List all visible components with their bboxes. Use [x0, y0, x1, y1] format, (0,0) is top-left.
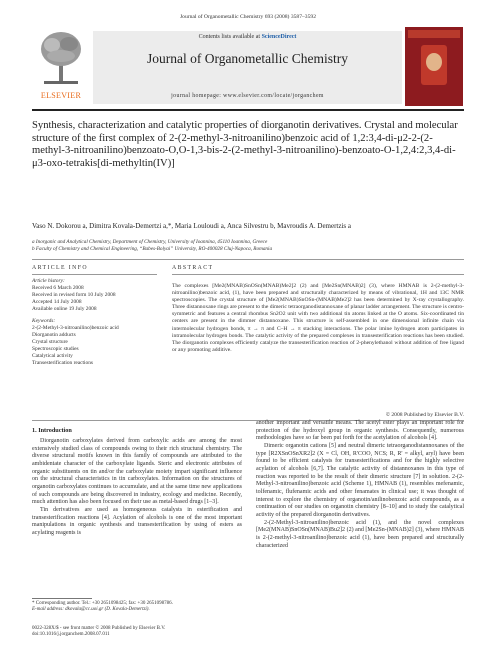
author-list: Vaso N. Dokorou a, Dimitra Kovala-Demertzi a,*, Maria Louloudi a, Anca Silvestru b, Mavroudis A. Demertzis a: [32, 222, 352, 230]
body-paragraph: Dimeric organotin cations [5] and neutral dimeric tetraorganodistannoxanes of the type [R2XSnOSnXR2]2 (X = Cl, OH, R'COO, NCS; R, R' = alkyl, aryl) have been found to be efficient catalysts for transesterifications and for the highly selective acylation of alcohols [6,7]. The catalytic activity of distannoxanes in this type of reaction was reported to be the result of their dimeric structure [7] in solution. 2-(2-Methyl-3-nitroanilino)benzoic acid (Scheme 1), HMNAB (1), resembles mefenamic, tolfenamic, flufenamic acids and other fenamates in clinical use; it was thought of interest to explore the chemistry of organotin/anilinobenzoic acid compounds, as a continuation of our studies on organotin chemistry [8–10] and to study the catalytical activity of the prepared diorganotin derivatives.: [256, 442, 464, 518]
footnote-block: [32, 601, 242, 613]
sciencedirect-link[interactable]: ScienceDirect: [261, 34, 297, 40]
body-paragraph: 2-(2-Methyl-3-nitroanilino)benzoic acid (1), and the novel complexes [Me2(MNAB)SnOSn(MNAB)Bu2]2 (2) and [Me2Sn-(MNAB)2] (3), where HMNAB is 2-(2-methyl-3-nitroanilino)benzoic acid (1), have been prepared and structurally characterized: [256, 519, 464, 549]
journal-name: Journal of Organometallic Chemistry: [146, 51, 349, 66]
history-accepted: Accepted 14 July 2008: [32, 299, 82, 305]
affiliation-divider: [32, 259, 464, 260]
journal-homepage-line: [93, 93, 402, 99]
body-paragraph: another important and versatile means. The acetyl ester plays an important role for protection of the hydroxyl group in organic synthesis. Consequently, numerous methodologies have so far been put forth for the acetylation of alcohols [4].: [256, 420, 464, 442]
cover-artwork-detail: [426, 53, 442, 71]
homepage-prefix: journal homepage:: [171, 93, 222, 99]
abstract-label: ABSTRACT: [172, 265, 214, 271]
keyword-item: Crystal structure: [32, 339, 68, 345]
introduction-heading: 1. Introduction: [32, 427, 72, 434]
footnote-rule: [32, 598, 92, 599]
body-left-column: [32, 438, 242, 538]
keyword-item: Catalytical activity: [32, 353, 73, 359]
article-info-column: [32, 275, 157, 367]
keywords-label: Keywords:: [32, 318, 56, 324]
publication-identifiers: [32, 626, 242, 638]
history-revised: Received in revised form 10 July 2008: [32, 292, 116, 298]
body-paragraph: Diorganotin carboxylates derived from carboxylic acids are among the most extensively studied class of compounds owing to their rich structural chemistry. The diverse structural motifs known in this family of compounds are attributed to the ambidentate character of the carboxylate ligands. Steric and electronic attributes of organic substituents on tin and/or the carboxylate moiety impart significant influence on the structural characteristics in tin carboxylates. Information on the structures of organotin carboxylates continues to accumulate, and at the same time new applications of such compounds are being discovered in industry, ecology and medicine. Recently, much attention has also been focused on their use as metal-based drugs [1–3].: [32, 438, 242, 506]
header-divider: [32, 109, 464, 111]
journal-cover-image: [405, 27, 463, 106]
keyword-item: Spectroscopic studies: [32, 346, 79, 352]
article-info-label: ARTICLE INFO: [32, 265, 88, 271]
keyword-item: 2-(2-Methyl-3-nitroanilino)benzoic acid: [32, 325, 119, 331]
abstract-rule: [172, 274, 464, 275]
history-received: Received 6 March 2008: [32, 285, 84, 291]
homepage-url-link[interactable]: www.elsevier.com/locate/jorganchem: [223, 93, 324, 99]
affiliation-b: b Faculty of Chemistry and Chemical Engineering, “Babes-Bolyai” University, RO-400028 Cluj-Napoca, Romania: [32, 246, 273, 252]
abstract-copyright: © 2008 Published by Elsevier B.V.: [385, 412, 464, 418]
issn-line: 0022-328X/$ - see front matter © 2008 Published by Elsevier B.V.: [32, 626, 166, 631]
elsevier-tree-icon: [38, 29, 84, 85]
cover-title-band: [408, 30, 460, 38]
journal-citation-line: Journal of Organometallic Chemistry 693 (2008) 3587–3592: [180, 14, 316, 20]
body-right-column: [256, 420, 464, 550]
abstract-text: The complexes [Me2(MNAB)SnOSn(MNAB)Me2]2 (2) and [Me2Sn(MNAB)2] (3), where HMNAB is 2-(2-methyl-3-nitroanilino)benzoic acid, (1), have been prepared and structurally characterized by means of vibrational, 1H and 13C NMR spectroscopies. The crystal structure of [Me2(MNAB)SnOSn-(MNAB)Me2]2 has been determined by X-ray crystallography. Three distannoxane rings are present to the dimeric tetraorganodistannoxane of planar ladder arrangement. The structure is centro-symmetric and features a central rhombus Sn2O2 unit with two additional tin atoms linked at the O atoms. Six-coordinated tin centers are present in the dimmer distannoxane. This structure is self-assembled in one dimensional infinite chain via intermolecular hydrogen bonds, π → π and C–H → π stacking interactions. The polar imine hydrogen atom participates in intramolecular hydrogen bonds. The catalytic activity of the prepared complexes in transesterification reactions has been studied. The diorganotin complexes efficiently catalyze the transesterification reaction of 2-phenylethanol without addition of free ligand or any promoting additive.: [172, 283, 464, 353]
doi-line[interactable]: doi:10.1016/j.jorganchem.2008.07.011: [32, 632, 110, 638]
elsevier-wordmark: ELSEVIER: [40, 91, 82, 100]
keyword-item: Diorganotin adducts: [32, 332, 76, 338]
history-online: Available online 19 July 2008: [32, 306, 97, 312]
email-note: E-mail address: dkovala@cc.uoi.gr (D. Kovala-Demertzi).: [32, 607, 150, 613]
elsevier-logo: [32, 27, 90, 106]
article-history-label: Article history:: [32, 278, 65, 284]
affiliation-a: a Inorganic and Analytical Chemistry, Department of Chemistry, University of Ioannina, 45110 Ioannina, Greece: [32, 239, 268, 245]
body-paragraph: Tin derivatives are used as homogeneous catalysts in esterification and transesterification reactions [4]. Acylation of alcohols is one of the most important manipulations in organic synthesis and transesterification by using of esters as acylating reagents is: [32, 506, 242, 536]
contents-availability-line: [93, 34, 402, 40]
article-title: Synthesis, characterization and catalytic properties of diorganotin derivatives. Crystal and molecular structure of the first complex of 2-(2-methyl-3-nitroanilino)benzoic acid of 1,2:3,4-di-μ2-2-(2-methyl-3-nitroanilino)benzoato-O,O-1,3-bis-2-(2-methyl-3-nitroanilino)-benzoato-O-1,2,4:2,3,4-di-μ3-oxo-tetrakis[di-methyltin(IV)]: [32, 120, 458, 169]
journal-header-box: [93, 31, 402, 104]
contents-prefix: Contents lists available at: [198, 34, 261, 40]
keyword-item: Transesterification reactions: [32, 360, 94, 366]
corresponding-author-note: * Corresponding author. Tel.: +30 2651098425; fax: +30 2651098786.: [32, 601, 173, 606]
